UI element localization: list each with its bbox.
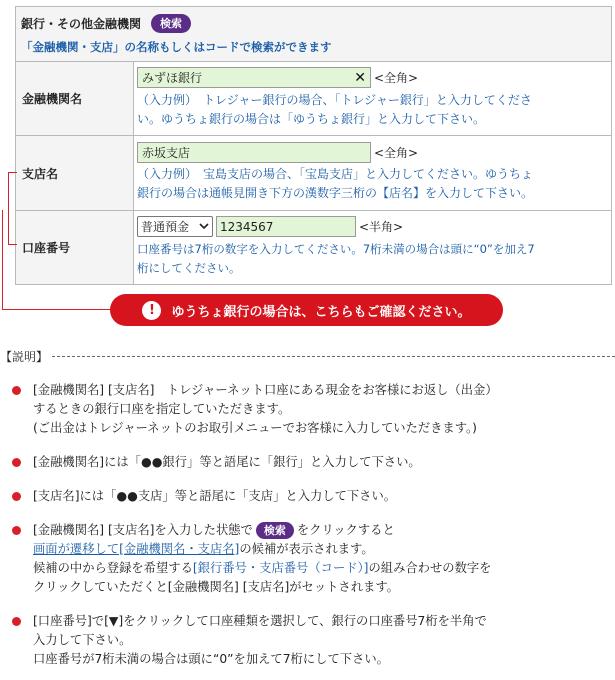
bank-name-hint — [137, 91, 606, 129]
bullet-dot-icon — [12, 386, 21, 395]
bank-name-input[interactable] — [137, 67, 371, 88]
form-subtitle: 「金融機関・支店」の名称もしくはコードで検索ができます — [21, 40, 332, 54]
bullet2-text: [金融機関名]には「●●銀行」等と語尾に「銀行」と入力して下さい。 — [33, 455, 421, 469]
explanation-list — [12, 381, 612, 680]
bullet-dot-icon — [12, 458, 21, 467]
bullet1-line3: (ご出金はトレジャーネットのお取引メニューでお客様に入力していただきます。) — [33, 421, 477, 435]
bullet3-text: [支店名]には「●●支店」等と語尾に「支店」と入力して下さい。 — [33, 489, 397, 503]
bullet4-suffix: をクリックすると — [296, 523, 395, 537]
exclamation-icon: ! — [142, 301, 161, 320]
inline-search-badge: 検索 — [256, 522, 294, 539]
account-number-label: 口座番号 — [16, 211, 134, 285]
bank-name-label: 金融機関名 — [16, 62, 134, 136]
list-item — [12, 453, 612, 472]
branch-name-cell — [134, 136, 612, 211]
bullet4-line2-suffix: の候補が表示されます。 — [239, 542, 374, 556]
bullet5-line3: 口座番号が7桁未満の場合は頭に“0”を加えて7桁にして下さい。 — [33, 652, 389, 666]
dashed-divider — [52, 356, 615, 357]
chevron-down-icon — [199, 223, 209, 230]
branch-name-label: 支店名 — [16, 136, 134, 211]
bullet4-line4: クリックしていただくと[金融機関名] [支店名]がセットされます。 — [33, 580, 399, 594]
account-type-value: 普通預金 — [141, 220, 190, 234]
bank-name-suffix: <全角> — [374, 71, 419, 85]
bullet4-prefix: [金融機関名] [支店名]を入力した状態で — [33, 523, 253, 537]
bank-hint-line2: い。ゆうちょ銀行の場合は「ゆうちょ銀行」と入力して下さい。 — [137, 111, 486, 126]
transition-link[interactable]: 画面が遷移して[金融機関名・支店名] — [33, 542, 240, 556]
account-number-suffix: <半角> — [359, 220, 404, 234]
account-hint-line2: 桁にしてください。 — [137, 260, 241, 275]
branch-bracket — [8, 172, 17, 173]
account-hint-line1: 口座番号は7桁の数字を入力してください。7桁未満の場合は頭に“0”を加え7 — [137, 241, 535, 256]
alert-connector — [2, 210, 112, 310]
bullet1-line1: [金融機関名] [支店名] トレジャーネット口座にある現金をお客様にお返し（出金） — [33, 383, 498, 397]
branch-name-value: 赤坂支店 — [142, 145, 191, 160]
bank-hint-line1: （入力例） トレジャー銀行の場合、「トレジャー銀行」と入力してくださ — [137, 92, 532, 107]
bullet1-line2: するときの銀行口座を指定していただきます。 — [33, 402, 291, 416]
account-number-cell — [134, 211, 612, 285]
clear-icon[interactable]: ✕ — [354, 69, 366, 86]
branch-hint-line1: （入力例） 宝島支店の場合、「宝島支店」と入力してください。ゆうちょ — [137, 167, 534, 181]
bullet4-line3-suffix: の組み合わせの数字を — [368, 561, 492, 575]
list-item — [12, 612, 612, 669]
explanation-label: 【説明】 — [0, 350, 49, 364]
list-item — [12, 381, 612, 438]
bank-name-cell — [134, 62, 612, 136]
bank-name-value: みずほ銀行 — [142, 71, 203, 85]
branch-hint-line2: 銀行の場合は通帳見開き下方の漢数字三桁の【店名】を入力して下さい。 — [137, 186, 534, 200]
bullet-dot-icon — [12, 526, 21, 535]
account-number-hint — [137, 240, 606, 278]
bank-code-text: [銀行番号・支店番号（コード）] — [192, 561, 369, 575]
explanation-header — [0, 348, 615, 365]
branch-name-hint — [137, 165, 606, 203]
bullet5-line2: 入力して下さい。 — [33, 633, 132, 647]
list-item — [12, 521, 612, 597]
bullet4-line3-prefix: 候補の中から登録を希望する — [33, 561, 193, 575]
list-item — [12, 487, 612, 506]
branch-name-input[interactable] — [137, 142, 371, 163]
account-number-value: 1234567 — [220, 219, 274, 234]
account-number-input[interactable] — [216, 216, 356, 237]
bullet-dot-icon — [12, 617, 21, 626]
form-header — [16, 7, 612, 62]
bullet-dot-icon — [12, 492, 21, 501]
form-title: 銀行・その他金融機関 — [21, 16, 142, 31]
account-type-select[interactable] — [137, 216, 213, 237]
search-button[interactable]: 検索 — [151, 14, 191, 33]
branch-name-suffix: <全角> — [374, 145, 419, 160]
bullet5-line1: [口座番号]で[▼]をクリックして口座種類を選択して、銀行の口座番号7桁を半角で — [33, 614, 487, 628]
yucho-notice-button[interactable] — [110, 294, 503, 326]
yucho-notice-text: ゆうちょ銀行の場合は、こちらもご確認ください。 — [171, 304, 471, 320]
